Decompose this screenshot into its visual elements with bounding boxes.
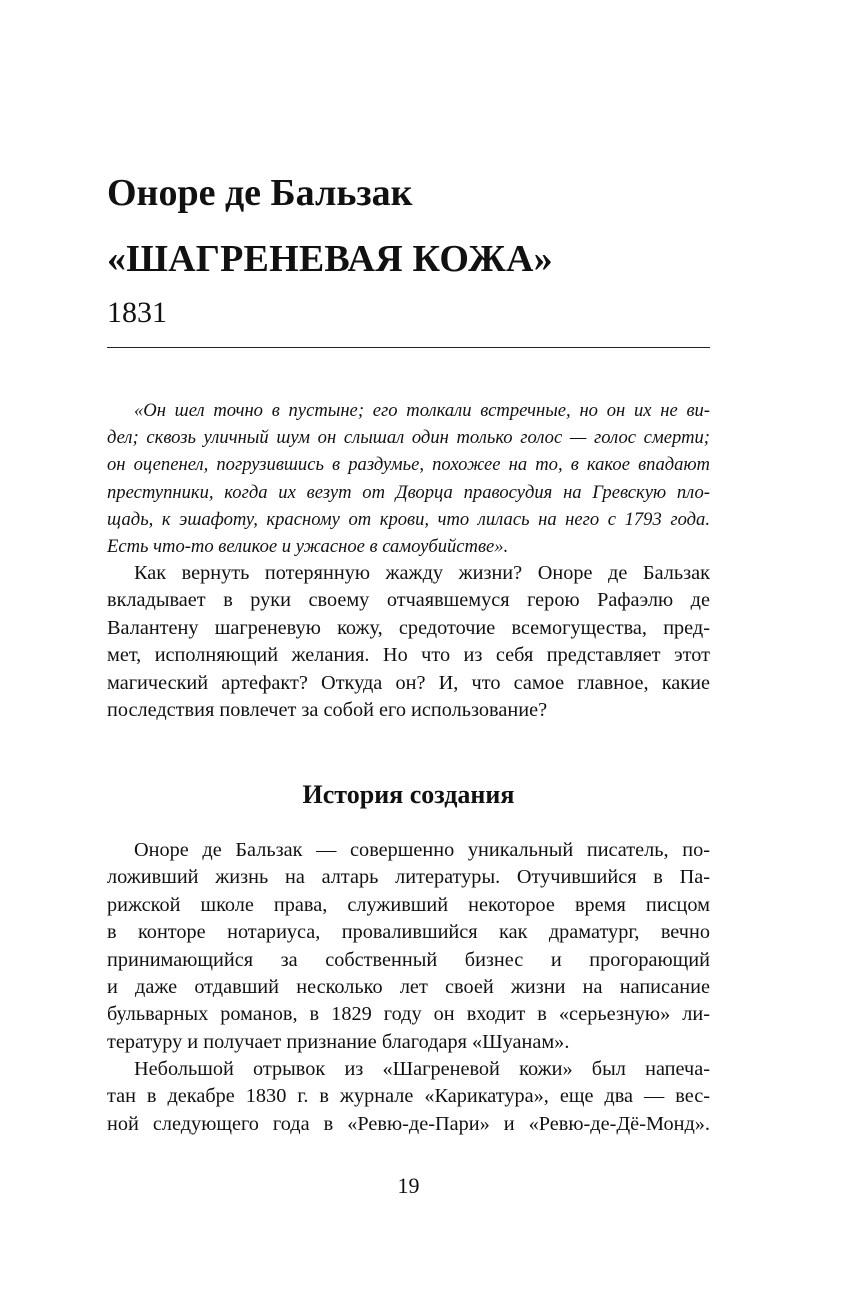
epigraph-line: Есть что-то великое и ужасное в самоубийстве». [107, 535, 509, 557]
page-number: 19 [397, 1173, 420, 1198]
book-page [107, 0, 710, 1312]
paragraph-line: в конторе нотариуса, провалившийся как драматург, вечно [107, 921, 710, 944]
paragraph-line: Как вернуть потерянную жажду жизни? Оноре де Бальзак [134, 562, 710, 584]
epigraph-line: «Он шел точно в пустыне; его толкали встречные, но он их не ви- [134, 400, 710, 421]
paragraph-line: вкладывает в руки своему отчаявшемуся герою Рафаэлю де [107, 589, 710, 612]
paragraph-line: ложивший жизнь на алтарь литературы. Отучившийся в Па- [107, 866, 710, 889]
history-paragraph-2 [107, 1056, 710, 1138]
paragraph-line: бульварных романов, в 1829 году он входит в «серьезную» ли- [107, 1003, 710, 1026]
epigraph-line: щадь, к эшафоту, красному от крови, что лилась на него с 1793 года. [107, 508, 710, 530]
epigraph-line: он оцепенел, погрузившись в раздумье, похожее на то, в какое впадают [107, 454, 710, 476]
paragraph-line: Валантену шагреневую кожу, средоточие всемогущества, пред- [107, 616, 710, 639]
paragraph-line: магический артефакт? Откуда он? И, что самое главное, какие [107, 671, 710, 694]
paragraph-line: принимающийся за собственный бизнес и прогорающий [107, 948, 710, 971]
epigraph-line: дел; сквозь уличный шум он слышал один только голос — голос смерти; [107, 427, 710, 449]
paragraph-line: ной следующего года в «Ревю-де-Пари» и «Ревю-де-Дё-Монд». [107, 1112, 710, 1135]
paragraph-line: мет, исполняющий желания. Но что из себя представляет этот [107, 644, 710, 667]
intro-paragraph [107, 560, 710, 724]
epigraph-quote [107, 397, 710, 560]
paragraph-line: тературу и получает признание благодаря «Шуанам». [107, 1030, 570, 1053]
author-name: Оноре де Бальзак [107, 172, 413, 214]
book-title: «ШАГРЕНЕВАЯ КОЖА» [107, 238, 553, 280]
paragraph-line: Небольшой отрывок из «Шагреневой кожи» был напеча- [134, 1058, 710, 1080]
epigraph-line: преступники, когда их везут от Дворца правосудия на Гревскую пло- [107, 481, 710, 503]
paragraph-line: тан в декабре 1830 г. в журнале «Карикатура», еще два — вес- [107, 1085, 710, 1108]
paragraph-line: и даже отдавший несколько лет своей жизни на написание [107, 975, 710, 998]
paragraph-line: Оноре де Бальзак — совершенно уникальный писатель, по- [134, 839, 710, 861]
history-paragraph-1 [107, 837, 710, 1056]
paragraph-line: последствия повлечет за собой его использование? [107, 698, 548, 721]
paragraph-line: рижской школе права, служивший некоторое время писцом [107, 893, 710, 916]
title-divider [107, 347, 710, 348]
section-heading: История создания [302, 780, 515, 809]
publication-year: 1831 [107, 296, 167, 329]
